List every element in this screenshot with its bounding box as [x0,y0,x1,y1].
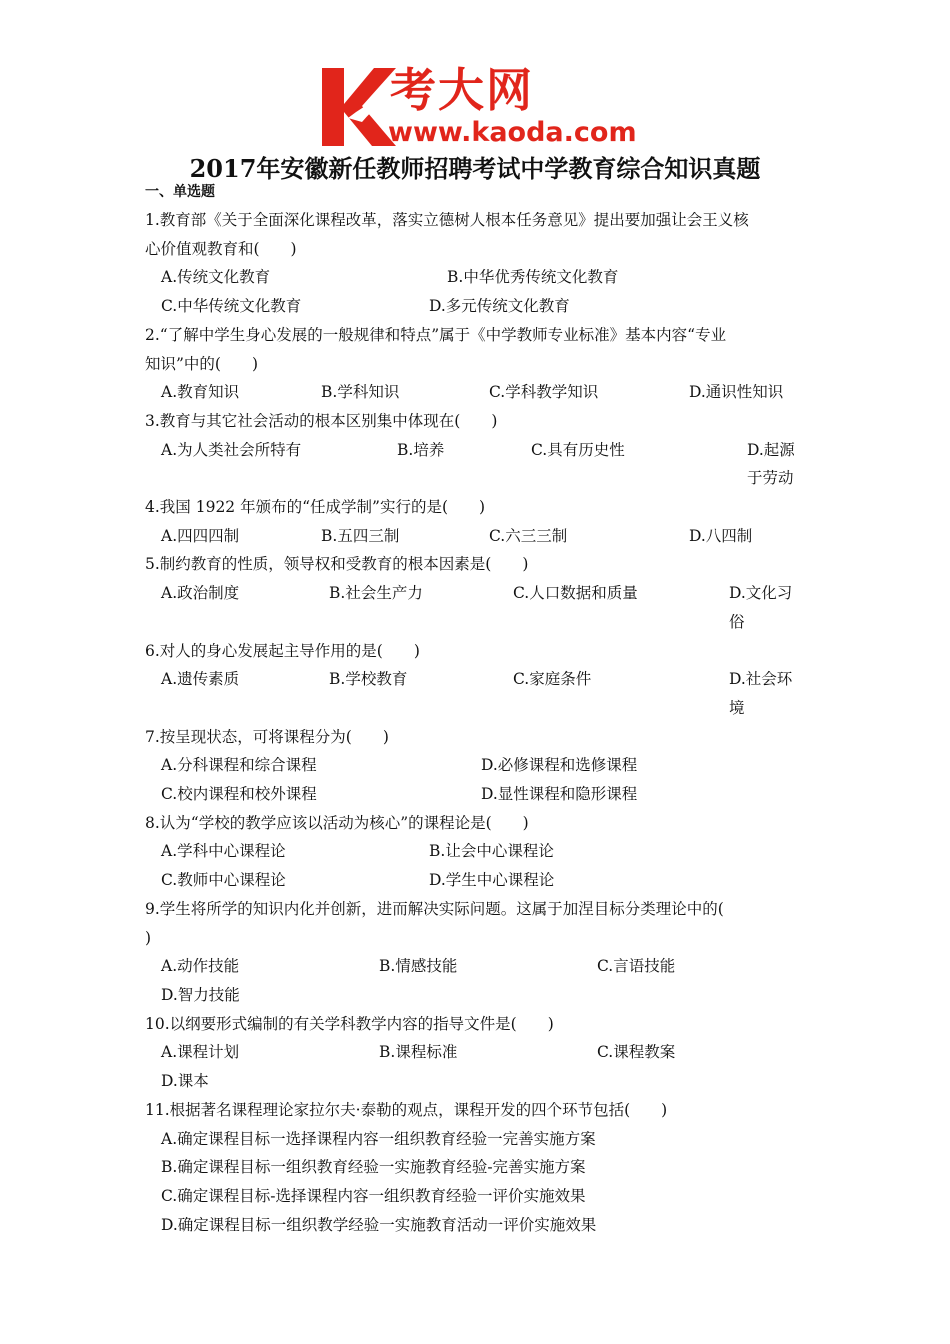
option: A.学科中心课程论 [161,842,286,861]
option: B.情感技能 [379,957,458,976]
option: C.课程教案 [597,1043,676,1062]
option: B.让会中心课程论 [429,842,554,861]
question-stem: 1.教育部《关于全面深化课程改革，落实立德树人根本任务意见》提出要加强让会王义核 心价值观教育和( ) [145,211,749,258]
option: C.言语技能 [597,957,676,976]
option: D.起源于劳动 [747,440,795,488]
option: A.确定课程目标一选择课程内容一组织教育经验一完善实施方案 [161,1129,596,1148]
options [145,522,805,551]
options [145,1125,805,1240]
option: D.确定课程目标一组织教学经验一实施教育活动一评价实施效果 [161,1215,597,1234]
question-list [145,180,805,1239]
question-stem: 3.教育与其它社会活动的根本区别集中体现在( ) [145,411,498,430]
option: B.五四三制 [321,526,400,545]
logo-url: www.kaoda.com [388,117,637,148]
question-stem: 9.学生将所学的知识内化并创新，进而解决实际问题。这属于加涅目标分类理论中的( ) [145,899,724,947]
option: C.学科教学知识 [489,383,599,402]
option: A.政治制度 [161,584,240,603]
logo-brand-text: 考大网 [390,63,534,117]
option: A.课程计划 [161,1043,240,1062]
options [145,579,805,636]
question-stem: 2.“了解中学生身心发展的一般规律和特点”属于《中学教师专业标准》基本内容“专业 知识”中的( ) [145,325,727,373]
option: D.显性课程和隐形课程 [481,785,638,804]
question-stem: 10.以纲要形式编制的有关学科教学内容的指导文件是( ) [145,1014,554,1033]
option: D.通识性知识 [689,383,784,402]
option: D.智力技能 [161,985,240,1004]
option: C.中华传统文化教育 [161,297,302,316]
option: A.教育知识 [161,383,240,402]
option: C.人口数据和质量 [513,584,638,603]
option: B.社会生产力 [329,584,423,603]
options [145,378,805,407]
options [145,292,805,321]
option: D.必修课程和选修课程 [481,756,638,775]
question-stem: 4.我国 1922 年颁布的“任成学制”实行的是( ) [145,498,486,517]
option: C.校内课程和校外课程 [161,785,317,804]
option: B.培养 [397,440,445,459]
option: C.具有历史性 [531,440,625,459]
option: C.六三三制 [489,526,568,545]
option: C.家庭条件 [513,670,592,689]
page-title: 2017年安徽新任教师招聘考试中学教育综合知识真题 [189,154,761,183]
option: B.学科知识 [321,383,400,402]
question-stem: 8.认为“学校的教学应该以活动为核心”的课程论是( ) [145,813,529,832]
option: B.确定课程目标一组织教育经验一实施教育经验-完善实施方案 [161,1158,586,1177]
option: B.中华优秀传统文化教育 [447,268,619,287]
option: D.文化习俗 [729,584,793,631]
option: D.学生中心课程论 [429,871,555,890]
question-stem: 6.对人的身心发展起主导作用的是( ) [145,641,420,660]
option: D.社会环境 [729,670,793,717]
section-heading: 一、单选题 [145,184,215,200]
question-stem: 5.制约教育的性质，领导权和受教育的根本因素是( ) [145,555,529,574]
option: D.多元传统文化教育 [429,297,570,316]
option: A.遗传素质 [161,670,240,689]
question-stem: 11.根据著名课程理论家拉尔夫·泰勒的观点，课程开发的四个环节包括( ) [145,1100,668,1119]
option: A.为人类社会所特有 [161,440,302,459]
options [145,952,805,1009]
option: B.学校教育 [329,670,408,689]
options [145,436,805,493]
option: D.课本 [161,1072,209,1091]
logo-k-mark [318,62,398,148]
option: C.确定课程目标-选择课程内容一组织教育经验一评价实施效果 [161,1186,586,1205]
option: D.八四制 [689,526,753,545]
options [145,1038,805,1095]
kaoda-logo [318,60,638,150]
options [145,263,805,292]
options [145,837,805,894]
options [145,665,805,722]
question-stem: 7.按呈现状态，可将课程分为( ) [145,727,389,746]
option: A.动作技能 [161,957,240,976]
options [145,751,805,808]
option: B.课程标准 [379,1043,458,1062]
option: A.传统文化教育 [161,268,271,287]
option: A.四四四制 [161,526,240,545]
option: C.教师中心课程论 [161,871,286,890]
option: A.分科课程和综合课程 [161,756,317,775]
